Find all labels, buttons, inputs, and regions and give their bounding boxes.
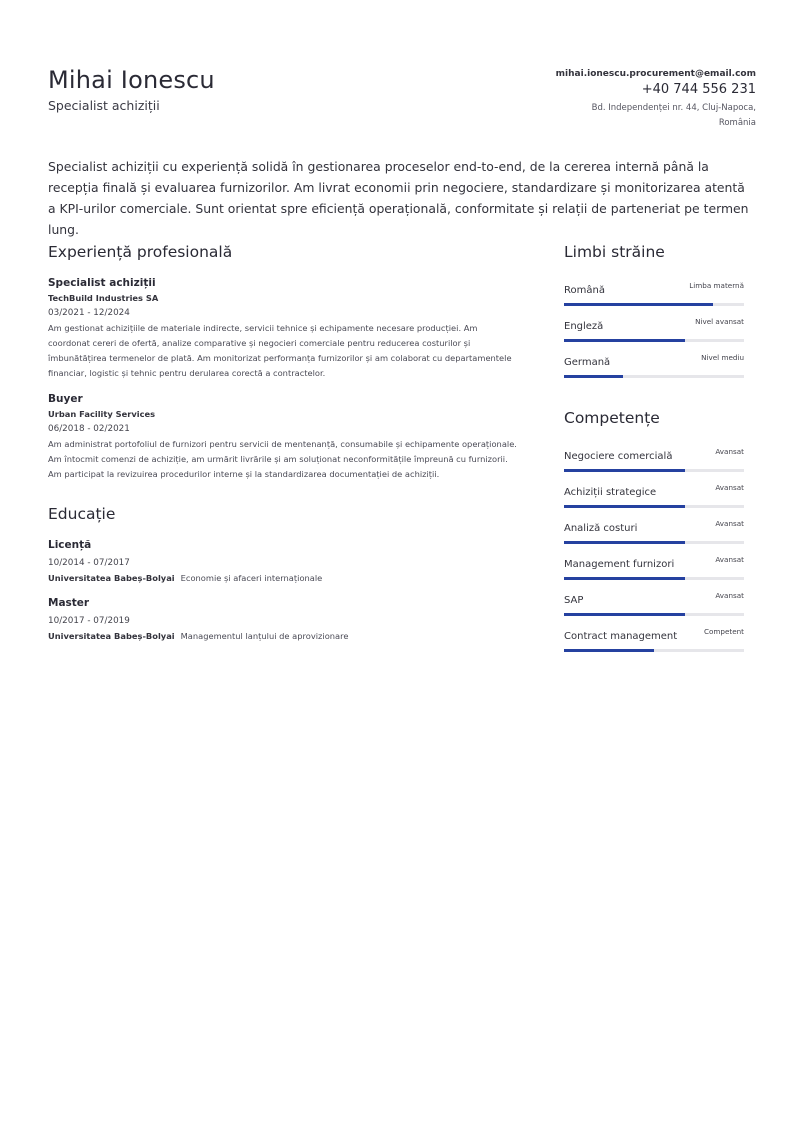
language-item xyxy=(564,276,744,312)
job-entry xyxy=(48,276,518,381)
skill-name: Achiziții strategice xyxy=(564,487,657,498)
job-entry xyxy=(48,392,518,482)
level-bar-fill xyxy=(564,649,654,652)
language-level: Limba maternă xyxy=(689,281,744,290)
education-heading: Educație xyxy=(48,505,116,523)
job-title: Buyer xyxy=(48,393,83,405)
education-degree: Master xyxy=(48,597,90,609)
level-bar-fill xyxy=(564,577,685,580)
education-details xyxy=(48,571,518,586)
level-bar-track xyxy=(564,375,744,378)
education-details xyxy=(48,629,518,644)
level-bar-fill xyxy=(564,505,685,508)
skill-name: Negociere comercială xyxy=(564,451,673,462)
job-description: Am administrat portofoliul de furnizori pentru servicii de mentenanță, consumabile și echipamente operaționale. Am întocmit comenzi de achiziție, am urmărit livrările și am soluționat neconformitățile împreună cu furnizorii. Am participat la revizuirea procedurilor interne și la standardizarea documentației de achiziții. xyxy=(48,439,517,479)
skill-item xyxy=(564,514,744,550)
language-name: Engleză xyxy=(564,321,604,332)
level-bar-fill xyxy=(564,541,685,544)
language-name: Română xyxy=(564,285,605,296)
level-bar-track xyxy=(564,613,744,616)
level-bar-track xyxy=(564,577,744,580)
job-title: Specialist achiziții xyxy=(48,277,156,289)
level-bar-track xyxy=(564,541,744,544)
education-entry xyxy=(48,596,518,644)
level-bar-track xyxy=(564,303,744,306)
skill-item xyxy=(564,478,744,514)
skill-name: Contract management xyxy=(564,631,678,642)
education-dates: 10/2017 - 07/2019 xyxy=(48,616,130,626)
skill-level: Avansat xyxy=(715,447,744,456)
level-bar-fill xyxy=(564,375,623,378)
skill-name: SAP xyxy=(564,595,584,606)
skill-item xyxy=(564,622,744,658)
skill-level: Avansat xyxy=(715,519,744,528)
education-field: Managementul lanțului de aprovizionare xyxy=(180,631,349,641)
education-field: Economie și afaceri internaționale xyxy=(180,573,323,583)
experience-heading: Experiență profesională xyxy=(48,243,233,261)
language-level: Nivel avansat xyxy=(695,317,744,326)
skill-item xyxy=(564,550,744,586)
language-level: Nivel mediu xyxy=(701,353,744,362)
contact-address: Bd. Independenței nr. 44, Cluj-Napoca, România xyxy=(591,103,756,128)
job-company: Urban Facility Services xyxy=(48,409,156,419)
skill-item xyxy=(564,442,744,478)
education-school: Universitatea Babeș-Bolyai xyxy=(48,631,175,641)
language-item xyxy=(564,312,744,348)
candidate-name: Mihai Ionescu xyxy=(48,66,215,94)
side-column xyxy=(564,242,744,658)
education-dates: 10/2014 - 07/2017 xyxy=(48,558,130,568)
profile-summary: Specialist achiziții cu experiență solidă în gestionarea proceselor end-to-end, de la cererea internă până la recepția finală și evaluarea furnizorilor. Am livrat economii prin negociere, standardizare și monitorizarea atentă a KPI-urilor comerciale. Sunt orientat spre eficiență operațională, conformitate și relații de parteneriat pe termen lung. xyxy=(48,159,749,237)
job-dates: 03/2021 - 12/2024 xyxy=(48,308,130,318)
skill-level: Avansat xyxy=(715,591,744,600)
resume-page xyxy=(48,64,756,642)
level-bar-track xyxy=(564,339,744,342)
level-bar-track xyxy=(564,649,744,652)
education-section xyxy=(48,504,518,644)
languages-list xyxy=(564,276,744,384)
skill-name: Analiză costuri xyxy=(564,523,638,534)
education-entry xyxy=(48,538,518,586)
skill-level: Competent xyxy=(703,627,744,636)
level-bar-fill xyxy=(564,303,713,306)
level-bar-track xyxy=(564,469,744,472)
contact-email[interactable]: mihai.ionescu.procurement@email.com xyxy=(555,69,756,79)
skill-level: Avansat xyxy=(715,555,744,564)
resume-header xyxy=(48,64,756,140)
main-column xyxy=(48,242,518,654)
skill-item xyxy=(564,586,744,622)
job-company: TechBuild Industries SA xyxy=(48,293,159,303)
skill-name: Management furnizori xyxy=(564,559,675,570)
language-name: Germană xyxy=(564,357,611,368)
level-bar-track xyxy=(564,505,744,508)
education-school: Universitatea Babeș-Bolyai xyxy=(48,573,175,583)
skills-heading: Competențe xyxy=(564,409,660,427)
skills-section xyxy=(564,408,744,658)
level-bar-fill xyxy=(564,339,685,342)
contact-block xyxy=(556,68,756,131)
level-bar-fill xyxy=(564,469,685,472)
candidate-title: Specialist achiziții xyxy=(48,98,160,113)
language-item xyxy=(564,348,744,384)
job-dates: 06/2018 - 02/2021 xyxy=(48,424,130,434)
languages-heading: Limbi străine xyxy=(564,243,665,261)
contact-phone[interactable]: +40 744 556 231 xyxy=(641,82,756,97)
level-bar-fill xyxy=(564,613,685,616)
job-description: Am gestionat achizițiile de materiale indirecte, servicii tehnice și echipamente necesare producției. Am coordonat cereri de ofertă, analize comparative și negocieri comerciale pentru reducerea costurilor și îmbunătățirea termenelor de plată. Am monitorizat performanța furnizorilor și am colaborat cu departamentele financiar, logistic și tehnic pentru derularea corectă a contractelor. xyxy=(48,323,512,378)
education-degree: Licență xyxy=(48,539,92,551)
skill-level: Avansat xyxy=(715,483,744,492)
